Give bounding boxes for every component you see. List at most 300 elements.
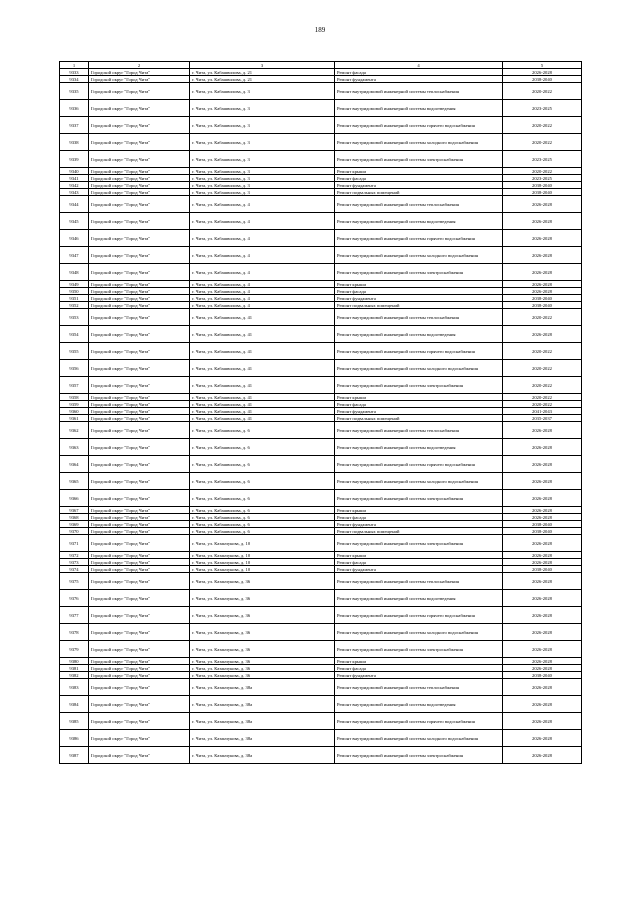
period-cell: 2026-2028: [503, 230, 582, 247]
period-cell: 2023-2025: [503, 175, 582, 182]
period-cell: 2026-2028: [503, 641, 582, 658]
row-number: 9356: [60, 360, 89, 377]
municipality-cell: Городской округ "Город Чита": [89, 247, 190, 264]
work-type-cell: Ремонт крыши: [335, 507, 503, 514]
municipality-cell: Городской округ "Город Чита": [89, 408, 190, 415]
municipality-cell: Городской округ "Город Чита": [89, 69, 190, 76]
row-number: 9379: [60, 641, 89, 658]
municipality-cell: Городской округ "Город Чита": [89, 535, 190, 552]
table-row: [60, 100, 582, 117]
address-cell: г. Чита, ул. Кабашвилова, д. 6: [190, 439, 335, 456]
table-row: [60, 213, 582, 230]
municipality-cell: Городской округ "Город Чита": [89, 559, 190, 566]
row-number: 9335: [60, 83, 89, 100]
work-type-cell: Ремонт крыши: [335, 658, 503, 665]
header-cell: 2: [89, 62, 190, 69]
table-row: [60, 168, 582, 175]
work-type-cell: Ремонт внутридомовой инженерной системы теплоснабжения: [335, 309, 503, 326]
table-row: [60, 134, 582, 151]
work-type-cell: Ремонт внутридомовой инженерной системы теплоснабжения: [335, 83, 503, 100]
table-row: [60, 528, 582, 535]
period-cell: 2026-2028: [503, 439, 582, 456]
work-type-cell: Ремонт внутридомовой инженерной системы холодного водоснабжения: [335, 624, 503, 641]
municipality-cell: Городской округ "Город Чита": [89, 175, 190, 182]
row-number: 9372: [60, 552, 89, 559]
municipality-cell: Городской округ "Город Чита": [89, 658, 190, 665]
municipality-cell: Городской округ "Город Чита": [89, 196, 190, 213]
period-cell: 2026-2028: [503, 535, 582, 552]
row-number: 9349: [60, 281, 89, 288]
municipality-cell: Городской округ "Город Чита": [89, 624, 190, 641]
address-cell: г. Чита, ул. Кабашвилова, д. 41: [190, 408, 335, 415]
work-type-cell: Ремонт внутридомовой инженерной системы электроснабжения: [335, 747, 503, 764]
row-number: 9354: [60, 326, 89, 343]
table-row: [60, 360, 582, 377]
work-type-cell: Ремонт внутридомовой инженерной системы холодного водоснабжения: [335, 247, 503, 264]
address-cell: г. Чита, ул. Кабашвилова, д. 6: [190, 422, 335, 439]
table-row: [60, 573, 582, 590]
address-cell: г. Чита, ул. Казанчукова, д. 38а: [190, 696, 335, 713]
work-type-cell: Ремонт подвальных помещений: [335, 302, 503, 309]
period-cell: 2026-2028: [503, 490, 582, 507]
municipality-cell: Городской округ "Город Чита": [89, 456, 190, 473]
table-row: [60, 665, 582, 672]
period-cell: 2026-2028: [503, 247, 582, 264]
municipality-cell: Городской округ "Город Чита": [89, 151, 190, 168]
row-number: 9361: [60, 415, 89, 422]
work-type-cell: Ремонт внутридомовой инженерной системы холодного водоснабжения: [335, 473, 503, 490]
address-cell: г. Чита, ул. Кабашвилова, д. 6: [190, 514, 335, 521]
address-cell: г. Чита, ул. Кабашвилова, д. 41: [190, 343, 335, 360]
table-row: [60, 264, 582, 281]
address-cell: г. Чита, ул. Кабашвилова, д. 6: [190, 521, 335, 528]
row-number: 9359: [60, 401, 89, 408]
row-number: 9384: [60, 696, 89, 713]
row-number: 9380: [60, 658, 89, 665]
work-type-cell: Ремонт подвальных помещений: [335, 528, 503, 535]
municipality-cell: Городской округ "Город Чита": [89, 665, 190, 672]
address-cell: г. Чита, ул. Кабашвилова, д. 21: [190, 76, 335, 83]
work-type-cell: Ремонт внутридомовой инженерной системы горячего водоснабжения: [335, 456, 503, 473]
work-type-cell: Ремонт фасада: [335, 514, 503, 521]
work-type-cell: Ремонт фундамента: [335, 672, 503, 679]
municipality-cell: Городской округ "Город Чита": [89, 377, 190, 394]
municipality-cell: Городской округ "Город Чита": [89, 394, 190, 401]
work-type-cell: Ремонт внутридомовой инженерной системы электроснабжения: [335, 377, 503, 394]
municipality-cell: Городской округ "Город Чита": [89, 309, 190, 326]
address-cell: г. Чита, ул. Кабашвилова, д. 3: [190, 182, 335, 189]
work-type-cell: Ремонт внутридомовой инженерной системы электроснабжения: [335, 490, 503, 507]
work-type-cell: Ремонт фасада: [335, 175, 503, 182]
table-row: [60, 607, 582, 624]
table-row: [60, 281, 582, 288]
work-type-cell: Ремонт фундамента: [335, 408, 503, 415]
table-row: [60, 439, 582, 456]
table-row: [60, 401, 582, 408]
row-number: 9386: [60, 730, 89, 747]
row-number: 9378: [60, 624, 89, 641]
work-type-cell: Ремонт внутридомовой инженерной системы электроснабжения: [335, 151, 503, 168]
row-number: 9364: [60, 456, 89, 473]
row-number: 9355: [60, 343, 89, 360]
row-number: 9340: [60, 168, 89, 175]
address-cell: г. Чита, ул. Кабашвилова, д. 3: [190, 134, 335, 151]
row-number: 9344: [60, 196, 89, 213]
table-row: [60, 696, 582, 713]
municipality-cell: Городской округ "Город Чита": [89, 134, 190, 151]
period-cell: 2038-2040: [503, 672, 582, 679]
work-type-cell: Ремонт внутридомовой инженерной системы холодного водоснабжения: [335, 134, 503, 151]
address-cell: г. Чита, ул. Казанчукова, д. 36: [190, 641, 335, 658]
address-cell: г. Чита, ул. Казанчукова, д. 36: [190, 665, 335, 672]
table-row: [60, 309, 582, 326]
table-row: [60, 535, 582, 552]
table-row: [60, 69, 582, 76]
municipality-cell: Городской округ "Город Чита": [89, 415, 190, 422]
address-cell: г. Чита, ул. Кабашвилова, д. 4: [190, 196, 335, 213]
table-row: [60, 559, 582, 566]
period-cell: 2026-2028: [503, 456, 582, 473]
row-number: 9369: [60, 521, 89, 528]
address-cell: г. Чита, ул. Казанчукова, д. 38а: [190, 747, 335, 764]
period-cell: 2026-2028: [503, 607, 582, 624]
municipality-cell: Городской округ "Город Чита": [89, 288, 190, 295]
period-cell: 2038-2040: [503, 182, 582, 189]
table-row: [60, 521, 582, 528]
table-row: [60, 624, 582, 641]
work-type-cell: Ремонт внутридомовой инженерной системы теплоснабжения: [335, 196, 503, 213]
row-number: 9343: [60, 189, 89, 196]
municipality-cell: Городской округ "Город Чита": [89, 573, 190, 590]
period-cell: 2026-2028: [503, 624, 582, 641]
row-number: 9353: [60, 309, 89, 326]
work-type-cell: Ремонт внутридомовой инженерной системы горячего водоснабжения: [335, 230, 503, 247]
table-row: [60, 590, 582, 607]
address-cell: г. Чита, ул. Кабашвилова, д. 4: [190, 295, 335, 302]
table-row: [60, 713, 582, 730]
address-cell: г. Чита, ул. Казанчукова, д. 38а: [190, 713, 335, 730]
address-cell: г. Чита, ул. Кабашвилова, д. 6: [190, 507, 335, 514]
row-number: 9341: [60, 175, 89, 182]
table-row: [60, 288, 582, 295]
row-number: 9337: [60, 117, 89, 134]
address-cell: г. Чита, ул. Кабашвилова, д. 6: [190, 490, 335, 507]
work-type-cell: Ремонт фундамента: [335, 521, 503, 528]
work-type-cell: Ремонт внутридомовой инженерной системы электроснабжения: [335, 641, 503, 658]
period-cell: 2023-2025: [503, 100, 582, 117]
period-cell: 2026-2028: [503, 422, 582, 439]
address-cell: г. Чита, ул. Кабашвилова, д. 3: [190, 151, 335, 168]
address-cell: г. Чита, ул. Кабашвилова, д. 4: [190, 230, 335, 247]
table-row: [60, 247, 582, 264]
work-type-cell: Ремонт крыши: [335, 394, 503, 401]
address-cell: г. Чита, ул. Кабашвилова, д. 3: [190, 117, 335, 134]
municipality-cell: Городской округ "Город Чита": [89, 213, 190, 230]
row-number: 9338: [60, 134, 89, 151]
municipality-cell: Городской округ "Город Чита": [89, 590, 190, 607]
header-cell: 4: [335, 62, 503, 69]
municipality-cell: Городской округ "Город Чита": [89, 607, 190, 624]
row-number: 9375: [60, 573, 89, 590]
municipality-cell: Городской округ "Город Чита": [89, 100, 190, 117]
municipality-cell: Городской округ "Город Чита": [89, 326, 190, 343]
address-cell: г. Чита, ул. Казанчукова, д. 10: [190, 566, 335, 573]
work-type-cell: Ремонт фасада: [335, 401, 503, 408]
work-type-cell: Ремонт фундамента: [335, 295, 503, 302]
municipality-cell: Городской округ "Город Чита": [89, 295, 190, 302]
address-cell: г. Чита, ул. Казанчукова, д. 38а: [190, 730, 335, 747]
address-cell: г. Чита, ул. Кабашвилова, д. 3: [190, 175, 335, 182]
municipality-cell: Городской округ "Город Чита": [89, 641, 190, 658]
period-cell: 2026-2028: [503, 213, 582, 230]
work-type-cell: Ремонт внутридомовой инженерной системы горячего водоснабжения: [335, 117, 503, 134]
period-cell: 2026-2028: [503, 552, 582, 559]
address-cell: г. Чита, ул. Кабашвилова, д. 4: [190, 302, 335, 309]
address-cell: г. Чита, ул. Кабашвилова, д. 3: [190, 168, 335, 175]
period-cell: 2026-2028: [503, 658, 582, 665]
table-row: [60, 747, 582, 764]
address-cell: г. Чита, ул. Кабашвилова, д. 4: [190, 264, 335, 281]
work-type-cell: Ремонт внутридомовой инженерной системы водоотведения: [335, 590, 503, 607]
municipality-cell: Городской округ "Город Чита": [89, 422, 190, 439]
address-cell: г. Чита, ул. Казанчукова, д. 10: [190, 559, 335, 566]
row-number: 9360: [60, 408, 89, 415]
municipality-cell: Городской округ "Город Чита": [89, 360, 190, 377]
work-type-cell: Ремонт фасада: [335, 288, 503, 295]
period-cell: 2020-2022: [503, 83, 582, 100]
table-row: [60, 566, 582, 573]
period-cell: 2026-2028: [503, 747, 582, 764]
period-cell: 2038-2040: [503, 528, 582, 535]
work-type-cell: Ремонт фундамента: [335, 566, 503, 573]
municipality-cell: Городской округ "Город Чита": [89, 230, 190, 247]
municipality-cell: Городской округ "Город Чита": [89, 514, 190, 521]
address-cell: г. Чита, ул. Кабашвилова, д. 4: [190, 281, 335, 288]
table-row: [60, 507, 582, 514]
table-row: [60, 415, 582, 422]
period-cell: 2038-2040: [503, 566, 582, 573]
work-type-cell: Ремонт внутридомовой инженерной системы теплоснабжения: [335, 422, 503, 439]
work-type-cell: Ремонт внутридомовой инженерной системы холодного водоснабжения: [335, 730, 503, 747]
work-type-cell: Ремонт фасада: [335, 559, 503, 566]
work-type-cell: Ремонт подвальных помещений: [335, 415, 503, 422]
table-row: [60, 343, 582, 360]
table-row: [60, 672, 582, 679]
period-cell: 2026-2028: [503, 665, 582, 672]
municipality-cell: Городской округ "Город Чита": [89, 168, 190, 175]
address-cell: г. Чита, ул. Кабашвилова, д. 21: [190, 69, 335, 76]
row-number: 9358: [60, 394, 89, 401]
header-cell: 1: [60, 62, 89, 69]
row-number: 9381: [60, 665, 89, 672]
period-cell: 2038-2040: [503, 302, 582, 309]
row-number: 9374: [60, 566, 89, 573]
row-number: 9383: [60, 679, 89, 696]
period-cell: 2026-2028: [503, 696, 582, 713]
table-row: [60, 189, 582, 196]
work-type-cell: Ремонт внутридомовой инженерной системы электроснабжения: [335, 535, 503, 552]
work-type-cell: Ремонт крыши: [335, 168, 503, 175]
municipality-cell: Городской округ "Город Чита": [89, 117, 190, 134]
work-type-cell: Ремонт подвальных помещений: [335, 189, 503, 196]
municipality-cell: Городской округ "Город Чита": [89, 182, 190, 189]
municipality-cell: Городской округ "Город Чита": [89, 343, 190, 360]
address-cell: г. Чита, ул. Кабашвилова, д. 4: [190, 247, 335, 264]
municipality-cell: Городской округ "Город Чита": [89, 473, 190, 490]
page-number: 189: [314, 26, 326, 34]
address-cell: г. Чита, ул. Кабашвилова, д. 41: [190, 360, 335, 377]
period-cell: 2026-2028: [503, 590, 582, 607]
address-cell: г. Чита, ул. Казанчукова, д. 10: [190, 535, 335, 552]
municipality-cell: Городской округ "Город Чита": [89, 672, 190, 679]
row-number: 9373: [60, 559, 89, 566]
address-cell: г. Чита, ул. Кабашвилова, д. 41: [190, 394, 335, 401]
row-number: 9362: [60, 422, 89, 439]
work-type-cell: Ремонт крыши: [335, 281, 503, 288]
municipality-cell: Городской округ "Город Чита": [89, 83, 190, 100]
work-type-cell: Ремонт внутридомовой инженерной системы водоотведения: [335, 696, 503, 713]
row-number: 9368: [60, 514, 89, 521]
address-cell: г. Чита, ул. Казанчукова, д. 36: [190, 573, 335, 590]
period-cell: 2026-2028: [503, 730, 582, 747]
period-cell: 2038-2040: [503, 295, 582, 302]
period-cell: 2038-2040: [503, 76, 582, 83]
table-header-row: [60, 62, 582, 69]
address-cell: г. Чита, ул. Казанчукова, д. 36: [190, 607, 335, 624]
table-row: [60, 658, 582, 665]
address-cell: г. Чита, ул. Казанчукова, д. 36: [190, 590, 335, 607]
row-number: 9385: [60, 713, 89, 730]
row-number: 9346: [60, 230, 89, 247]
table-row: [60, 196, 582, 213]
municipality-cell: Городской округ "Город Чита": [89, 76, 190, 83]
row-number: 9363: [60, 439, 89, 456]
period-cell: 2020-2022: [503, 377, 582, 394]
period-cell: 2026-2028: [503, 264, 582, 281]
row-number: 9370: [60, 528, 89, 535]
work-type-cell: Ремонт внутридомовой инженерной системы водоотведения: [335, 100, 503, 117]
period-cell: 2026-2028: [503, 679, 582, 696]
municipality-cell: Городской округ "Город Чита": [89, 490, 190, 507]
period-cell: 2020-2022: [503, 343, 582, 360]
municipality-cell: Городской округ "Город Чита": [89, 528, 190, 535]
table-row: [60, 302, 582, 309]
address-cell: г. Чита, ул. Кабашвилова, д. 4: [190, 288, 335, 295]
period-cell: 2020-2022: [503, 401, 582, 408]
period-cell: 2020-2022: [503, 134, 582, 151]
address-cell: г. Чита, ул. Кабашвилова, д. 4: [190, 213, 335, 230]
municipality-cell: Городской округ "Город Чита": [89, 713, 190, 730]
period-cell: 2026-2028: [503, 281, 582, 288]
table-row: [60, 76, 582, 83]
table-row: [60, 326, 582, 343]
address-cell: г. Чита, ул. Кабашвилова, д. 41: [190, 326, 335, 343]
address-cell: г. Чита, ул. Казанчукова, д. 36: [190, 624, 335, 641]
row-number: 9334: [60, 76, 89, 83]
row-number: 9350: [60, 288, 89, 295]
period-cell: 2026-2028: [503, 69, 582, 76]
table-row: [60, 394, 582, 401]
row-number: 9377: [60, 607, 89, 624]
period-cell: 2020-2022: [503, 360, 582, 377]
work-type-cell: Ремонт внутридомовой инженерной системы горячего водоснабжения: [335, 343, 503, 360]
work-type-cell: Ремонт фасада: [335, 665, 503, 672]
table-row: [60, 473, 582, 490]
row-number: 9333: [60, 69, 89, 76]
period-cell: 2020-2022: [503, 309, 582, 326]
row-number: 9336: [60, 100, 89, 117]
table-row: [60, 641, 582, 658]
municipality-cell: Городской округ "Город Чита": [89, 401, 190, 408]
row-number: 9376: [60, 590, 89, 607]
municipality-cell: Городской округ "Город Чита": [89, 747, 190, 764]
work-type-cell: Ремонт фундамента: [335, 182, 503, 189]
work-type-cell: Ремонт внутридомовой инженерной системы водоотведения: [335, 439, 503, 456]
row-number: 9387: [60, 747, 89, 764]
work-type-cell: Ремонт внутридомовой инженерной системы горячего водоснабжения: [335, 713, 503, 730]
table-row: [60, 83, 582, 100]
period-cell: 2038-2040: [503, 189, 582, 196]
table-row: [60, 182, 582, 189]
period-cell: 2026-2028: [503, 507, 582, 514]
table-body: [60, 69, 582, 764]
row-number: 9366: [60, 490, 89, 507]
municipality-cell: Городской округ "Город Чита": [89, 439, 190, 456]
row-number: 9357: [60, 377, 89, 394]
address-cell: г. Чита, ул. Кабашвилова, д. 3: [190, 83, 335, 100]
municipality-cell: Городской округ "Город Чита": [89, 679, 190, 696]
address-cell: г. Чита, ул. Казанчукова, д. 36: [190, 658, 335, 665]
municipality-cell: Городской округ "Город Чита": [89, 189, 190, 196]
work-type-cell: Ремонт фасада: [335, 69, 503, 76]
period-cell: 2026-2028: [503, 288, 582, 295]
table-row: [60, 490, 582, 507]
table-row: [60, 175, 582, 182]
municipality-cell: Городской округ "Город Чита": [89, 730, 190, 747]
address-cell: г. Чита, ул. Кабашвилова, д. 3: [190, 100, 335, 117]
table-row: [60, 679, 582, 696]
municipality-cell: Городской округ "Город Чита": [89, 264, 190, 281]
table-row: [60, 514, 582, 521]
address-cell: г. Чита, ул. Казанчукова, д. 36: [190, 672, 335, 679]
table-row: [60, 422, 582, 439]
work-type-cell: Ремонт внутридомовой инженерной системы горячего водоснабжения: [335, 607, 503, 624]
address-cell: г. Чита, ул. Казанчукова, д. 38а: [190, 679, 335, 696]
period-cell: 2020-2022: [503, 168, 582, 175]
period-cell: 2038-2040: [503, 521, 582, 528]
table-row: [60, 552, 582, 559]
work-type-cell: Ремонт крыши: [335, 552, 503, 559]
table-row: [60, 295, 582, 302]
address-cell: г. Чита, ул. Кабашвилова, д. 41: [190, 377, 335, 394]
work-type-cell: Ремонт внутридомовой инженерной системы электроснабжения: [335, 264, 503, 281]
row-number: 9365: [60, 473, 89, 490]
municipality-cell: Городской округ "Город Чита": [89, 507, 190, 514]
period-cell: 2026-2028: [503, 196, 582, 213]
row-number: 9382: [60, 672, 89, 679]
address-cell: г. Чита, ул. Кабашвилова, д. 6: [190, 528, 335, 535]
header-cell: 5: [503, 62, 582, 69]
period-cell: 2035-2037: [503, 415, 582, 422]
period-cell: 2020-2022: [503, 117, 582, 134]
period-cell: 2026-2028: [503, 473, 582, 490]
address-cell: г. Чита, ул. Казанчукова, д. 10: [190, 552, 335, 559]
address-cell: г. Чита, ул. Кабашвилова, д. 6: [190, 456, 335, 473]
work-type-cell: Ремонт внутридомовой инженерной системы холодного водоснабжения: [335, 360, 503, 377]
period-cell: 2026-2028: [503, 573, 582, 590]
work-type-cell: Ремонт внутридомовой инженерной системы теплоснабжения: [335, 679, 503, 696]
period-cell: 2026-2028: [503, 326, 582, 343]
